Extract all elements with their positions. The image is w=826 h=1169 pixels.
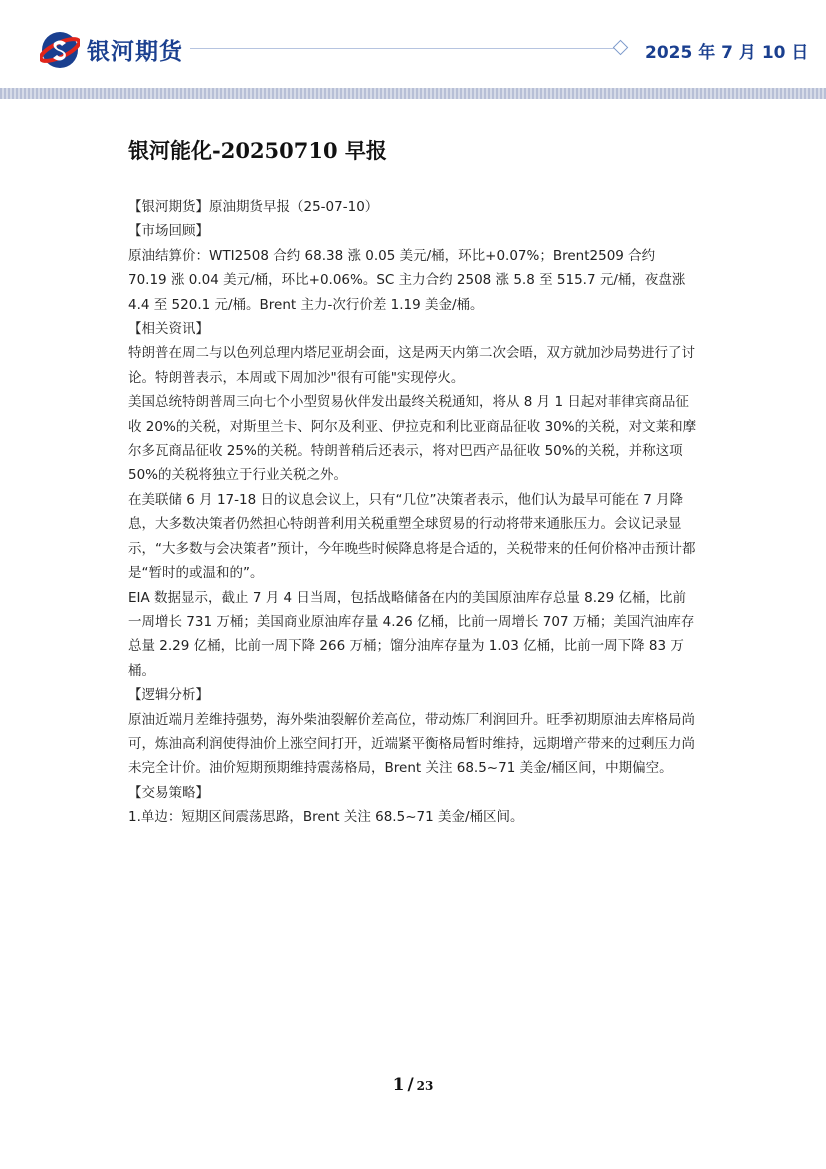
galaxy-logo-icon	[40, 30, 80, 70]
header-rule	[190, 48, 615, 49]
page-current: 1	[392, 1075, 405, 1095]
page-header	[0, 0, 826, 88]
section-trading-strategy	[128, 781, 698, 830]
report-body	[128, 195, 698, 830]
paragraph: 1.单边：短期区间震荡思路，Brent 关注 68.5~71 美金/桶区间。	[128, 809, 524, 826]
paragraph: 美国总统特朗普周三向七个小型贸易伙伴发出最终关税通知，将从 8 月 1 日起对菲律宾商品征收 20%的关税，对斯里兰卡、阿尔及利亚、伊拉克和利比亚商品征收 30%的关税，对文莱和摩尔多瓦商品征收 25%的关税。特朗普稍后还表示，将对巴西产品征收 50%的关税，并称这项 50%的关税将独立于行业关税之外。	[128, 394, 697, 484]
section-related-news	[128, 317, 698, 683]
section-heading: 【市场回顾】	[128, 223, 209, 240]
diamond-icon	[613, 40, 629, 56]
paragraph: 在美联储 6 月 17-18 日的议息会议上，只有“几位”决策者表示，他们认为最早可能在 7 月降息，大多数决策者仍然担心特朗普利用关税重塑全球贸易的行动将带来通胀压力。会议记录显示，“大多数与会决策者”预计，今年晚些时候降息将是合适的，关税带来的任何价格冲击预计都是“暂时的或温和的”。	[128, 491, 696, 582]
paragraph: 原油近端月差维持强势，海外柴油裂解价差高位，带动炼厂利润回升。旺季初期原油去库格局尚可，炼油高利润使得油价上涨空间打开，近端紧平衡格局暂时维持，远期增产带来的过剩压力尚未完全计价。油价短期预期维持震荡格局，Brent 关注 68.5~71 美金/桶区间，中期偏空。	[128, 711, 695, 777]
brand-name: 银河期货	[87, 39, 183, 65]
paragraph: 特朗普在周二与以色列总理内塔尼亚胡会面，这是两天内第二次会晤，双方就加沙局势进行了讨论。特朗普表示，本周或下周加沙"很有可能"实现停火。	[128, 345, 695, 386]
page-title: 银河能化-20250710 早报	[128, 138, 387, 163]
paragraph: 原油结算价：WTI2508 合约 68.38 涨 0.05 美元/桶，环比+0.07%；Brent2509 合约 70.19 涨 0.04 美元/桶，环比+0.06%。SC 主力合约 2508 涨 5.8 至 515.7 元/桶，夜盘涨 4.4 至 520.1 元/桶。Brent 主力-次行价差 1.19 美金/桶。	[128, 247, 686, 313]
section-market-review	[128, 219, 698, 317]
source-line: 【银河期货】原油期货早报（25-07-10）	[128, 199, 379, 215]
report-date: 2025 年 7 月 10 日	[645, 43, 809, 63]
section-heading: 【相关资讯】	[128, 321, 209, 338]
page-number	[0, 1075, 826, 1095]
paragraph: EIA 数据显示，截止 7 月 4 日当周，包括战略储备在内的美国原油库存总量 8.29 亿桶，比前一周增长 731 万桶；美国商业原油库存量 4.26 亿桶，比前一周增长 707 万桶；美国汽油库存总量 2.29 亿桶，比前一周下降 266 万桶；馏分油库存量为 1.03 亿桶，比前一周下降 83 万桶。	[128, 589, 695, 679]
page-total: 23	[416, 1079, 434, 1093]
header-band	[0, 88, 826, 99]
section-logic-analysis	[128, 683, 698, 781]
section-heading: 【交易策略】	[128, 784, 209, 801]
section-heading: 【逻辑分析】	[128, 687, 209, 704]
page-separator: /	[407, 1075, 414, 1095]
